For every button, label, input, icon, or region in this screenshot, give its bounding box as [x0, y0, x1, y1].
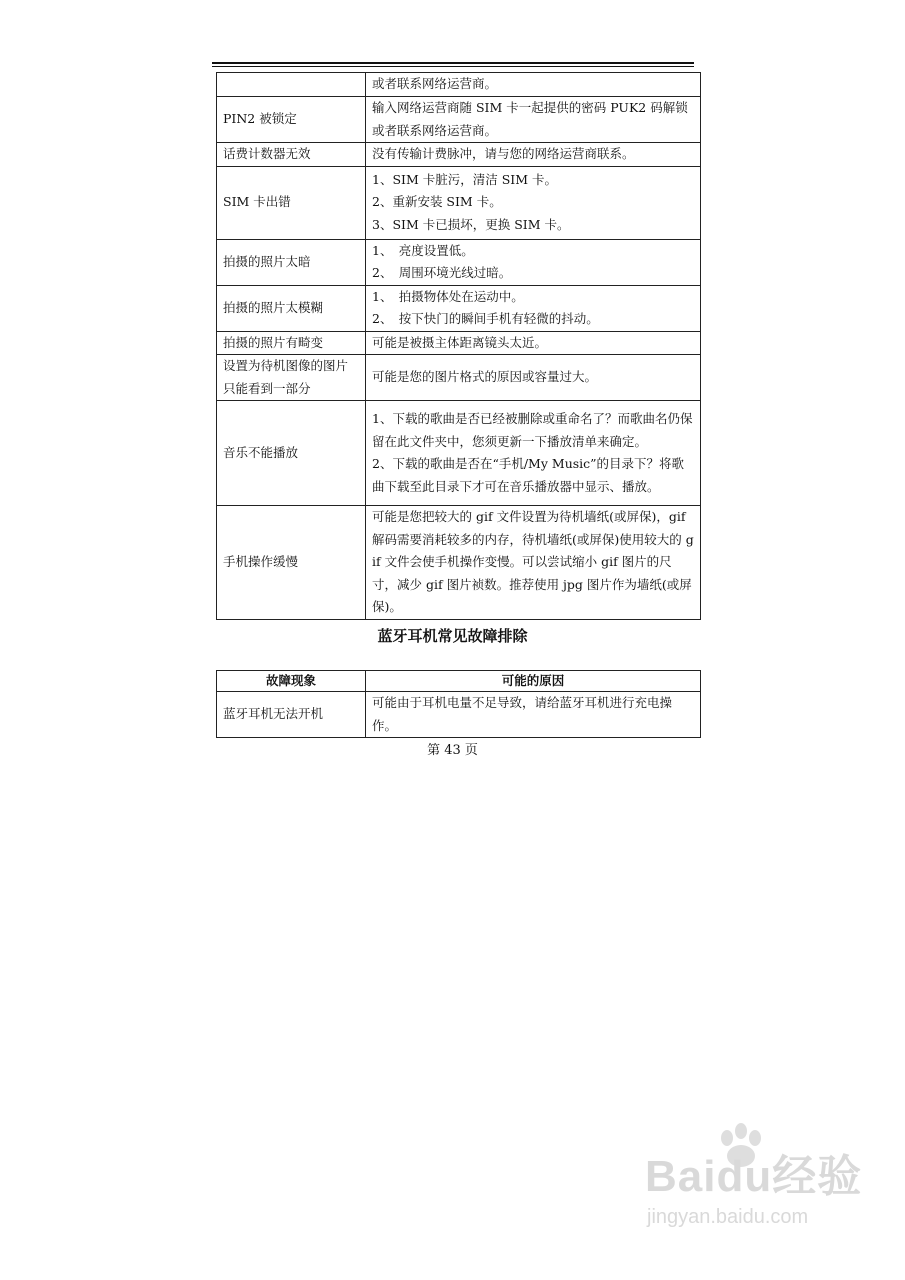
cause-cell: 没有传输计费脉冲，请与您的网络运营商联系。: [366, 143, 701, 167]
table-row: [217, 692, 701, 738]
cause-cell: 可能是被摄主体距离镜头太近。: [366, 331, 701, 355]
cause-cell: 1、 亮度设置低。 2、 周围环境光线过暗。: [366, 239, 701, 285]
symptom-cell: 蓝牙耳机无法开机: [217, 692, 366, 738]
baidu-watermark: [645, 1140, 885, 1260]
section-title: 蓝牙耳机常见故障排除: [377, 627, 528, 645]
table-row: [217, 97, 701, 143]
cause-cell: 1、SIM 卡脏污，清洁 SIM 卡。 2、重新安装 SIM 卡。 3、SIM 卡已损坏，更换 SIM 卡。: [366, 166, 701, 239]
table-row: [217, 73, 701, 97]
header-cause: 可能的原因: [366, 671, 701, 692]
symptom-cell: 手机操作缓慢: [217, 506, 366, 620]
table-row: [217, 285, 701, 331]
symptom-cell: PIN2 被锁定: [217, 97, 366, 143]
bluetooth-troubleshooting-table: [216, 670, 701, 738]
cause-cell: 可能是您的图片格式的原因或容量过大。: [366, 355, 701, 401]
table-row: [217, 239, 701, 285]
symptom-cell: 拍摄的照片太模糊: [217, 285, 366, 331]
table-header-row: [217, 671, 701, 692]
cause-cell: 或者联系网络运营商。: [366, 73, 701, 97]
cause-cell: 输入网络运营商随 SIM 卡一起提供的密码 PUK2 码解锁或者联系网络运营商。: [366, 97, 701, 143]
page-number: 第 43 页: [427, 743, 478, 758]
symptom-cell: 设置为待机图像的图片只能看到一部分: [217, 355, 366, 401]
table-row: [217, 166, 701, 239]
table-row: [217, 143, 701, 167]
table-row: [217, 401, 701, 506]
symptom-cell: 拍摄的照片太暗: [217, 239, 366, 285]
header-rule-thick: [212, 62, 694, 64]
table-row: [217, 331, 701, 355]
symptom-cell: [217, 73, 366, 97]
cause-cell: 1、下载的歌曲是否已经被删除或重命名了？而歌曲名仍保留在此文件夹中，您须更新一下播放清单来确定。 2、下载的歌曲是否在“手机/My Music”的目录下？将歌曲下载至此目录下才可在音乐播放器中显示、播放。: [366, 401, 701, 506]
table-row: [217, 355, 701, 401]
symptom-cell: SIM 卡出错: [217, 166, 366, 239]
cause-cell: 可能由于耳机电量不足导致，请给蓝牙耳机进行充电操作。: [366, 692, 701, 738]
cause-cell: 可能是您把较大的 gif 文件设置为待机墙纸(或屏保)，gif 解码需要消耗较多的内存，待机墙纸(或屏保)使用较大的 gif 文件会使手机操作变慢。可以尝试缩小 gif 图片的尺寸，减少 gif 图片祯数。推荐使用 jpg 图片作为墙纸(或屏保)。: [366, 506, 701, 620]
symptom-cell: 音乐不能播放: [217, 401, 366, 506]
cause-cell: 1、 拍摄物体处在运动中。 2、 按下快门的瞬间手机有轻微的抖动。: [366, 285, 701, 331]
troubleshooting-table: [216, 72, 701, 620]
symptom-cell: 话费计数器无效: [217, 143, 366, 167]
header-symptom: 故障现象: [217, 671, 366, 692]
table-row: [217, 506, 701, 620]
watermark-url: jingyan.baidu.com: [647, 1206, 809, 1228]
header-rule-thin: [212, 66, 694, 67]
watermark-logo: Baidu经验: [645, 1152, 863, 1201]
symptom-cell: 拍摄的照片有畸变: [217, 331, 366, 355]
